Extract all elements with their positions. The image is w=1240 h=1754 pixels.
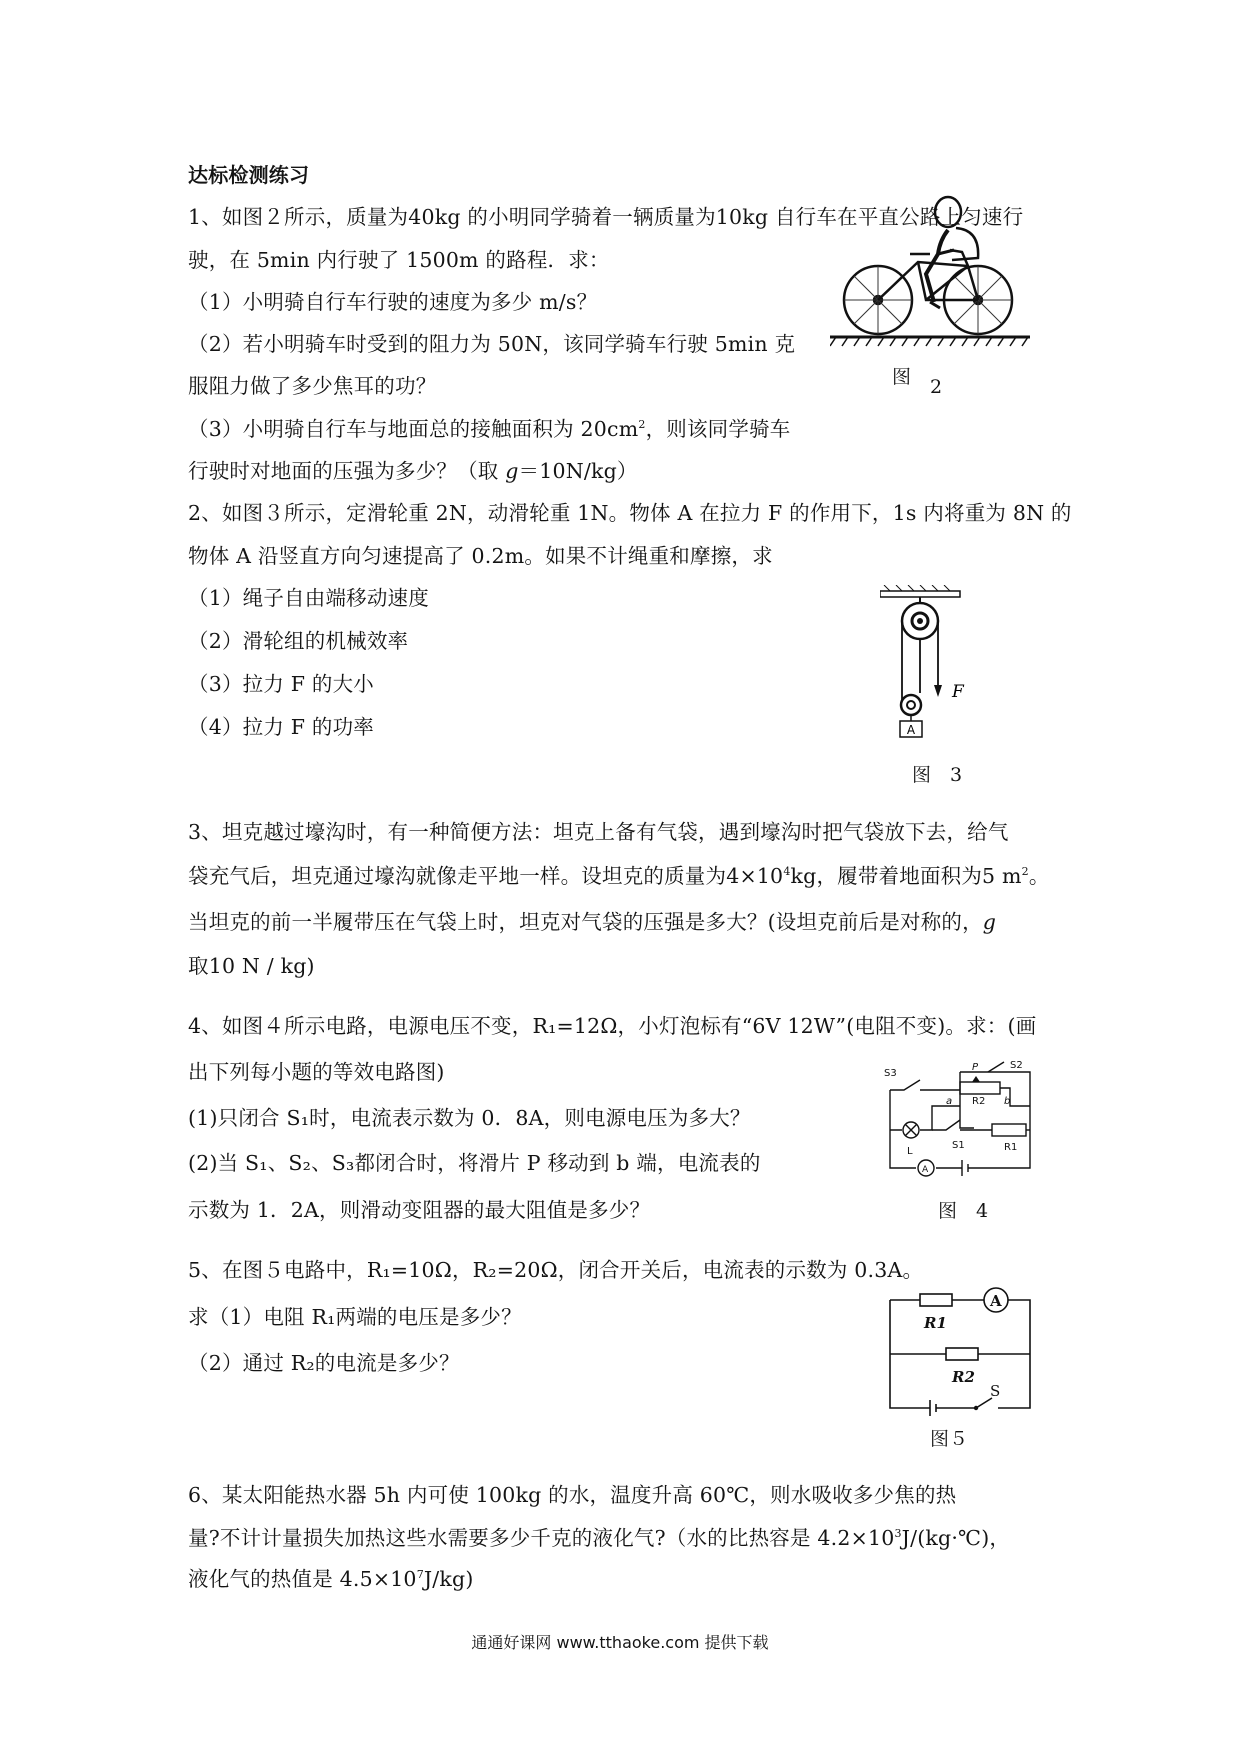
q3-line-1: 3、坦克越过壕沟时，有一种简便方法：坦克上备有气袋，遇到壕沟时把气袋放下去，给气 <box>188 820 1009 844</box>
q5-line-2: 求（1）电阻 R₁两端的电压是多少？ <box>188 1305 522 1329</box>
q2-part-4: （4）拉力 F 的功率 <box>188 715 374 739</box>
q3-line-3: 当坦克的前一半履带压在气袋上时，坦克对气袋的压强是多大？(设坦克前后是对称的，g <box>188 910 997 934</box>
q5-line-1: 5、在图５电路中，R₁=10Ω，R₂=20Ω，闭合开关后，电流表的示数为 0.3A。 <box>188 1258 924 1282</box>
fig5-label-s: S <box>990 1382 1001 1400</box>
q2-part-2: （2）滑轮组的机械效率 <box>188 629 409 653</box>
q1-part-1: （1）小明骑自行车行驶的速度为多少 m/s？ <box>188 290 598 314</box>
pulley-figure <box>880 585 990 745</box>
q3-line-2: 袋充气后，坦克通过壕沟就像走平地一样。设坦克的质量为$4\times 10^4kg$，履带着地面积为5 $m^2$。 <box>188 864 1050 888</box>
fig4-label-p: P <box>972 1062 979 1073</box>
q4-part-2a: (2)当 S₁、S₂、S₃都闭合时，将滑片 P 移动到 b 端，电流表的 <box>188 1151 761 1175</box>
circuit-figure-4 <box>880 1058 1040 1188</box>
fig4-label-ammeter: A <box>922 1165 929 1175</box>
q3-line-4: 取10 N / kg) <box>188 954 315 978</box>
q1-part-2a: （2）若小明骑车时受到的阻力为 50N，该同学骑车行驶 5min 克 <box>188 332 796 356</box>
figure-5-caption: 图５ <box>930 1428 969 1450</box>
q1-part-2b: 服阻力做了多少焦耳的功？ <box>188 374 437 398</box>
q4-line-2: 出下列每小题的等效电路图) <box>188 1060 445 1084</box>
cyclist-figure <box>830 190 1030 370</box>
fig4-label-l: L <box>907 1146 913 1157</box>
fig4-label-s1: S1 <box>952 1140 965 1151</box>
q2-part-3: （3）拉力 F 的大小 <box>188 672 374 696</box>
fig4-label-r1: R1 <box>1004 1142 1018 1153</box>
q5-line-3: （2）通过 R₂的电流是多少？ <box>188 1351 460 1375</box>
q6-line-2: 量?不计计量损失加热这些水需要多少千克的液化气?（水的比热容是 $4.2\times 10^3J/(kg\cdot℃)$， <box>188 1526 1011 1550</box>
fig4-label-r2: R2 <box>972 1096 986 1107</box>
q4-part-1: (1)只闭合 S₁时，电流表示数为 0．8A，则电源电压为多大？ <box>188 1106 751 1130</box>
q1-line-1: 1、如图２所示，质量为40kg 的小明同学骑着一辆质量为10kg 自行车在平直公路上匀速行 <box>188 205 1024 229</box>
fig5-label-r2: R2 <box>952 1368 975 1386</box>
circuit-figure-5 <box>880 1286 1040 1416</box>
q1-part-3b: 行驶时对地面的压强为多少？（取 g＝10N/kg） <box>188 459 638 483</box>
fig4-label-s3: S3 <box>884 1068 897 1079</box>
q2-line-1: 2、如图３所示，定滑轮重 2N，动滑轮重 1N。物体 A 在拉力 F 的作用下，1s 内将重为 8N 的 <box>188 501 1072 525</box>
q4-part-2b: 示数为 1．2A，则滑动变阻器的最大阻值是多少？ <box>188 1198 651 1222</box>
q1-part-3a: （3）小明骑自行车与地面总的接触面积为 $20cm^2$，则该同学骑车 <box>188 417 791 441</box>
q4-line-1: 4、如图４所示电路，电源电压不变，R₁=12Ω，小灯泡标有“6V 12W”(电阻不变)。求：(画 <box>188 1014 1037 1038</box>
q2-part-1: （1）绳子自由端移动速度 <box>188 586 429 610</box>
q1-line-2: 驶，在 5min 内行驶了 1500m 的路程．求： <box>188 248 610 272</box>
fig5-label-r1: R1 <box>924 1314 947 1332</box>
fig4-label-a: a <box>946 1096 953 1107</box>
figure-3-caption: 图 3 <box>912 764 963 786</box>
pulley-label-a: A <box>906 723 916 737</box>
pulley-label-f: F <box>952 682 964 702</box>
page-title: 达标检测练习 <box>188 163 310 187</box>
fig4-label-s2: S2 <box>1010 1060 1023 1071</box>
q2-line-2: 物体 A 沿竖直方向匀速提高了 0.2m。如果不计绳重和摩擦，求 <box>188 544 773 568</box>
fig4-label-b: b <box>1004 1096 1011 1107</box>
figure-4-caption: 图 4 <box>938 1200 989 1222</box>
figure-2-caption-b: 2 <box>930 376 943 398</box>
fig5-label-ammeter: A <box>990 1292 1002 1310</box>
footer-source: 通通好课网 www.tthaoke.com 提供下载 <box>471 1633 769 1652</box>
q6-line-1: 6、某太阳能热水器 5h 内可使 100kg 的水，温度升高 60℃，则水吸收多少焦的热 <box>188 1483 957 1507</box>
q6-line-3: 液化气的热值是 $4.5\times 10^7J/kg$) <box>188 1567 474 1591</box>
figure-2-caption-a: 图 <box>892 366 912 388</box>
